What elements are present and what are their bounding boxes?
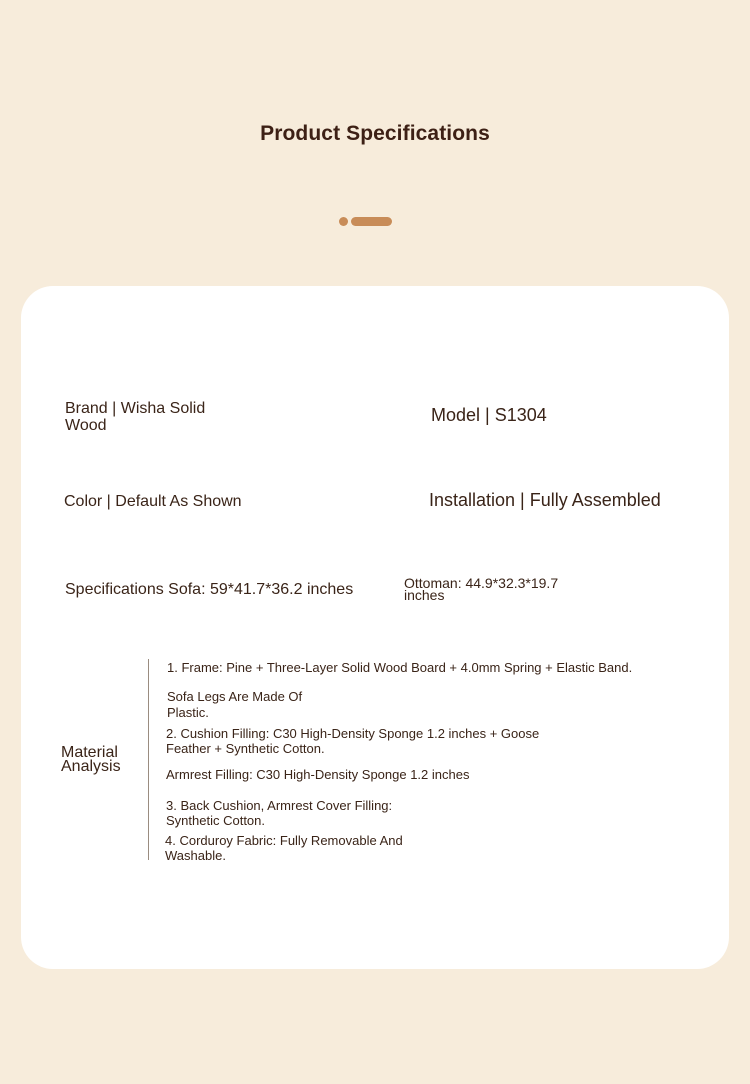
material-analysis-label: Material Analysis	[61, 744, 121, 775]
material-item-fabric: 4. Corduroy Fabric: Fully Removable And Washable.	[165, 833, 403, 863]
spec-ottoman-size: Ottoman: 44.9*32.3*19.7 inches	[404, 575, 559, 603]
page-title: Product Specifications	[260, 122, 490, 145]
material-item-frame: 1. Frame: Pine + Three-Layer Solid Wood Board + 4.0mm Spring + Elastic Band.	[167, 660, 633, 675]
material-divider	[148, 659, 149, 860]
material-item-cushion: 2. Cushion Filling: C30 High-Density Sponge 1.2 inches + Goose Feather + Synthetic Cotton.	[166, 726, 540, 756]
spec-installation: Installation | Fully Assembled	[429, 490, 661, 510]
decoration-dot	[339, 217, 348, 226]
spec-color: Color | Default As Shown	[64, 493, 242, 510]
material-item-back-cushion: 3. Back Cushion, Armrest Cover Filling: Synthetic Cotton.	[166, 798, 393, 828]
spec-sofa-size: Specifications Sofa: 59*41.7*36.2 inches	[65, 581, 354, 598]
decoration-bar	[351, 217, 392, 226]
material-item-legs: Sofa Legs Are Made Of Plastic.	[167, 689, 303, 720]
spec-card	[21, 286, 729, 969]
spec-model: Model | S1304	[431, 405, 547, 425]
material-item-armrest: Armrest Filling: C30 High-Density Sponge 1.2 inches	[166, 767, 470, 782]
spec-brand: Brand | Wisha Solid Wood	[65, 400, 206, 434]
